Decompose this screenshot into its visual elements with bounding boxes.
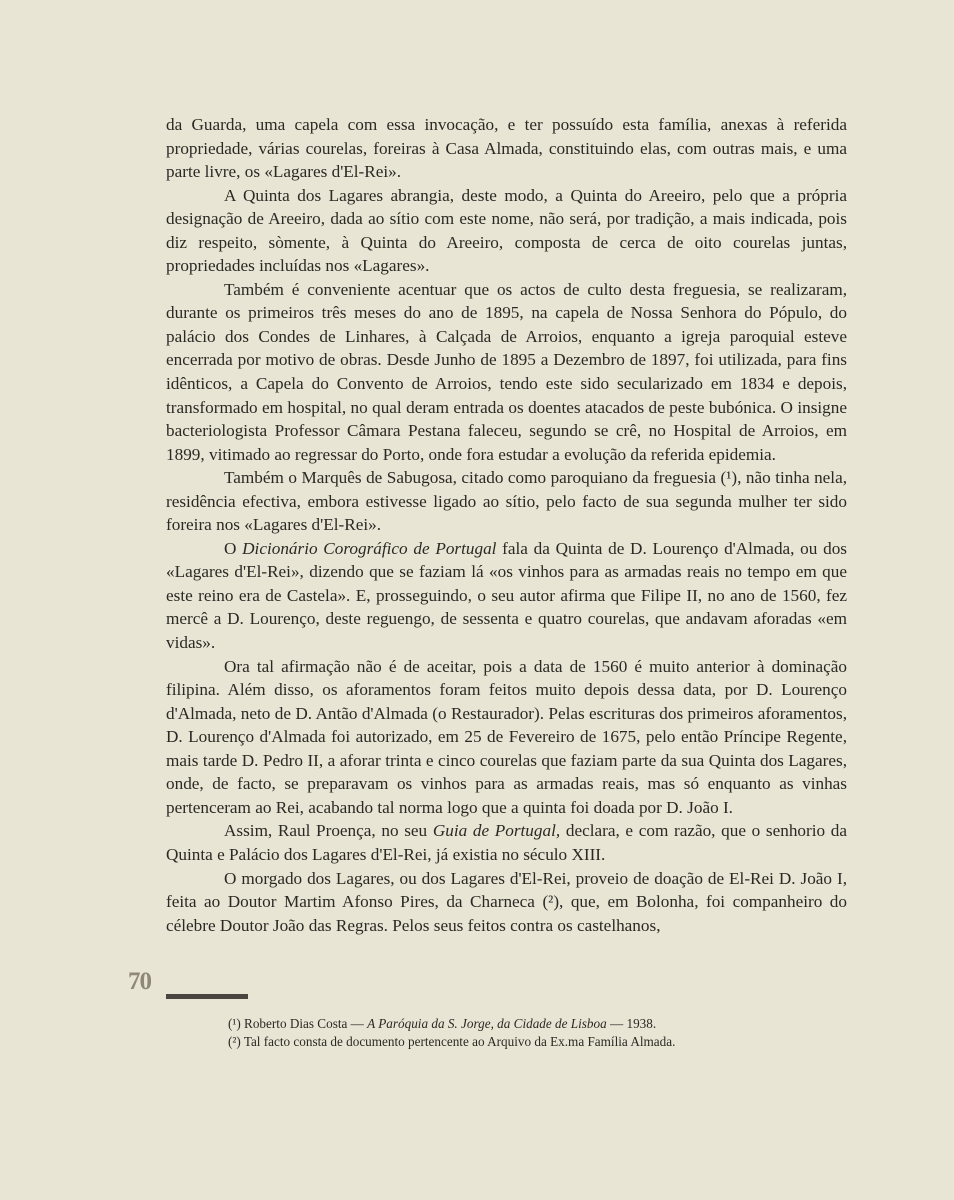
paragraph-4: Também o Marquês de Sabugosa, citado como paroquiano da freguesia (¹), não tinha nela, residência efectiva, embora estivesse ligado ao sítio, pelo facto de sua segunda mulher ter sido foreira nos «Lagares d'El-Rei».: [166, 468, 847, 535]
paragraph-6: Ora tal afirmação não é de aceitar, pois a data de 1560 é muito anterior à dominação filipina. Além disso, os aforamentos foram feitos muito depois dessa data, por D. Lourenço d'Almada, neto de D. Antão d'Almada (o Restaurador). Pelas escrituras dos primeiros aforamentos, D. Lourenço d'Almada foi autorizado, em 25 de Fevereiro de 1675, pelo então Príncipe Regente, mais tarde D. Pedro II, a aforar trinta e cinco courelas que faziam parte da sua Quinta dos Lagares, onde, de facto, se preparavam os vinhos para as armadas reais, mas só enquanto as vinhas pertenceram ao Rei, acabando tal norma logo que a quinta foi doada por D. João I.: [166, 656, 847, 817]
paragraph-7-lead: Assim, Raul Proença, no seu: [224, 821, 433, 841]
guide-title: Guia de Portugal,: [432, 821, 561, 841]
paragraph-3: Também é conveniente acentuar que os actos de culto desta freguesia, se realizaram, durante os primeiros três meses do ano de 1895, na capela de Nossa Senhora do Pópulo, do palácio dos Condes de Linhares, à Calçada de Arroios, enquanto a igreja paroquial esteve encerrada por motivo de obras. Desde Junho de 1895 a Dezembro de 1897, foi utilizada, para fins idênticos, a Capela do Convento de Arroios, tendo este sido secularizado em 1834 e depois, transformado em hospital, no qual deram entrada os doentes atacados de peste bubónica. O insigne bacteriologista Professor Câmara Pestana faleceu, segundo se crê, no Hospital de Arroios, em 1899, vitimado ao regressar do Porto, onde fora estudar a evolução da referida epidemia.: [166, 279, 847, 464]
footnote-1-marker: (¹): [228, 1016, 241, 1031]
footnote-2: [228, 1033, 828, 1051]
footnote-2-marker: (²): [228, 1034, 241, 1049]
body-text: [166, 113, 847, 937]
footnote-1-title: A Paróquia da S. Jorge, da Cidade de Lisboa: [367, 1016, 607, 1031]
paragraph-2: A Quinta dos Lagares abrangia, deste modo, a Quinta do Areeiro, pelo que a própria designação de Areeiro, dada ao sítio com este nome, não será, por tradição, a mais indicada, pois diz respeito, sòmente, à Quinta do Areeiro, composta de cerca de oito courelas juntas, propriedades incluídas nos «Lagares».: [166, 185, 847, 276]
paragraph-7-rest: declara, e com razão, que o senhorio da Quinta e Palácio dos Lagares d'El-Rei, já existia no século XIII.: [166, 821, 847, 864]
paragraph-5-lead: O: [224, 538, 243, 558]
paragraph-8: O morgado dos Lagares, ou dos Lagares d'El-Rei, proveio de doação de El-Rei D. João I, feita ao Doutor Martim Afonso Pires, da Charneca (²), que, em Bolonha, foi companheiro do célebre Doutor João das Regras. Pelos seus feitos contra os castelhanos,: [166, 868, 847, 935]
footnote-divider: [166, 994, 248, 999]
page-number: 70: [128, 968, 151, 995]
dictionary-title: Dicionário Corográfico de Portugal: [242, 538, 497, 558]
footnote-1-author: Roberto Dias Costa —: [244, 1016, 368, 1031]
paragraph-5-rest: fala da Quinta de D. Lourenço d'Almada, ou dos «Lagares d'El-Rei», dizendo que se faziam lá «os vinhos para as armadas reais no tempo em que este reino era de Castela». E, prosseguindo, o seu autor afirma que Filipe II, no ano de 1560, fez mercê a D. Lourenço, deste reguengo, de sessenta e quatro courelas, que andavam aforadas «em vidas».: [166, 538, 847, 653]
paragraph-1: da Guarda, uma capela com essa invocação, e ter possuído esta família, anexas à referida propriedade, várias courelas, foreiras à Casa Almada, constituindo elas, com outras mais, e uma parte livre, os «Lagares d'El-Rei».: [166, 115, 847, 182]
footnotes: [228, 1015, 828, 1051]
footnote-2-text: Tal facto consta de documento pertencente ao Arquivo da Ex.ma Família Almada.: [243, 1034, 676, 1049]
footnote-1: [228, 1015, 828, 1033]
footnote-1-year: — 1938.: [606, 1016, 657, 1031]
paragraph-5: [166, 537, 847, 655]
paragraph-7: [166, 819, 847, 866]
